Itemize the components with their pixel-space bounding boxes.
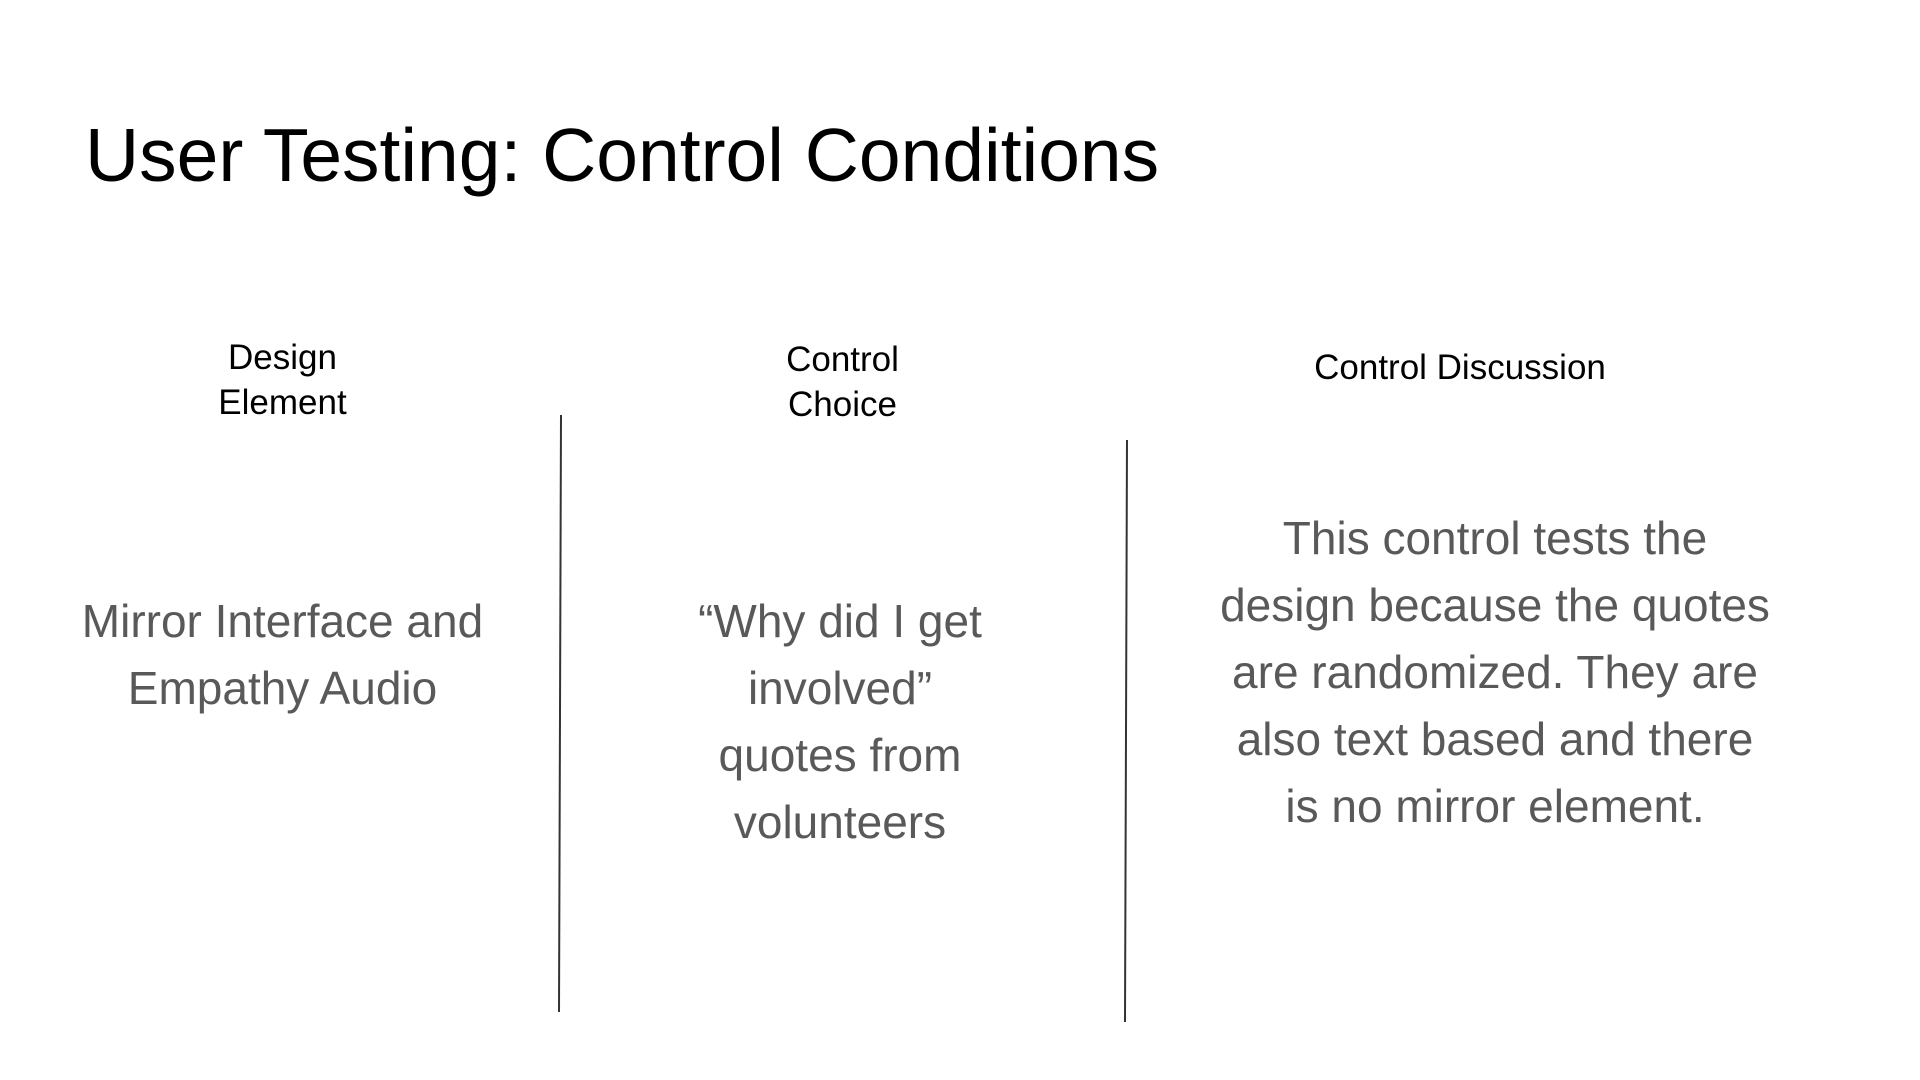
slide-title: User Testing: Control Conditions bbox=[85, 113, 1160, 197]
body-line: Mirror Interface and bbox=[81, 595, 484, 647]
header-line: Choice bbox=[788, 385, 897, 424]
body-line: is no mirror element. bbox=[1285, 780, 1705, 832]
divider-line-right bbox=[1125, 440, 1127, 1022]
divider-line-left bbox=[559, 415, 561, 1012]
body-line: design because the quotes bbox=[1220, 579, 1770, 631]
body-line: Empathy Audio bbox=[127, 662, 438, 714]
body-line: are randomized. They are bbox=[1232, 646, 1758, 698]
header-line: Design bbox=[228, 338, 337, 377]
header-line: Control Discussion bbox=[1314, 348, 1606, 387]
body-line: This control tests the bbox=[1282, 512, 1708, 564]
header-line: Element bbox=[218, 383, 347, 422]
body-line: also text based and there bbox=[1236, 713, 1754, 765]
header-line: Control bbox=[786, 340, 899, 379]
body-line: volunteers bbox=[733, 796, 947, 848]
body-line: quotes from bbox=[718, 729, 962, 781]
body-line: involved” bbox=[747, 662, 933, 714]
body-line: “Why did I get bbox=[698, 595, 982, 647]
